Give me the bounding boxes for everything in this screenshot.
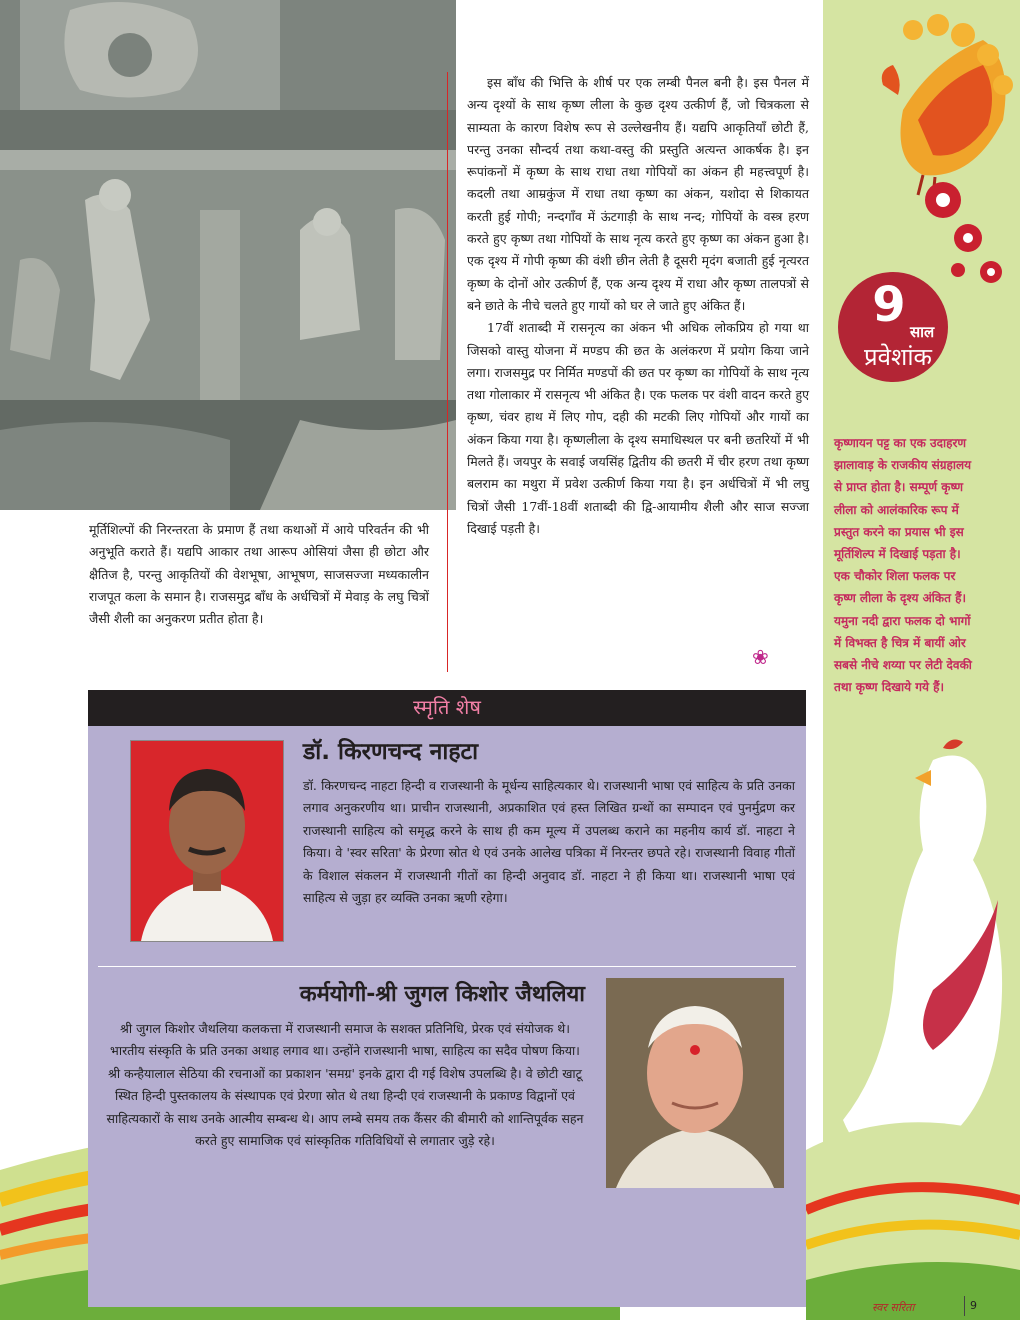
person1-bio-text: डॉ. किरणचन्द नाहटा हिन्दी व राजस्थानी के मूर्धन्य साहित्यकार थे। राजस्थानी भाषा एवं साहित्य के प्रति उनका लगाव अनुकरणीय था। प्राचीन राजस्थानी, अप्रकाशित एवं हस्त लिखित ग्रन्थों का सम्पादन एवं पुनर्मुद्रण कर राजस्थानी साहित्य को समृद्ध करने के साथ ही कम मूल्य में उपलब्ध कराने का महनीय कार्य डॉ. नाहटा ने किया। वे 'स्वर सरिता' के प्रेरणा स्रोत थे एवं उनके आलेख पत्रिका में निरन्तर छपते रहे। राजस्थानी विवाह गीतों के विशाल संकलन में राजस्थानी गीतों का हिन्दी अनुवाद डॉ. नाहटा ने ही किया था। राजस्थानी भाषा एवं साहित्य से जुड़ा हर व्यक्ति उनका ऋणी रहेगा।	[303, 778, 795, 906]
article-left-column	[89, 519, 429, 630]
peacock-illustration	[882, 14, 1013, 283]
footer-separator	[964, 1296, 965, 1316]
person2-bio-text: श्री जुगल किशोर जैथलिया कलकत्ता में राजस्थानी समाज के सशक्त प्रतिनिधि, प्रेरक एवं संयोजक थे। भारतीय संस्कृति के प्रति उनका अथाह लगाव था। उन्होंने राजस्थानी भाषा, साहित्य का सदैव पोषण किया। श्री कन्हैयालाल सेठिया की रचनाओं का प्रकाशन 'समग्र' इनके द्वारा दी गई विशेष उपलब्धि है। वे छोटी खाटू स्थित हिन्दी पुस्तकालय के संस्थापक एवं प्रेरणा स्रोत थे तथा हिन्दी एवं राजस्थानी के प्रकाण्ड विद्वानों एवं साहित्यकारों के साथ उनके आत्मीय सम्बन्ध थे। आप लम्बे समय तक कैंसर की बीमारी को शान्तिपूर्वक सहन करते हुए सामाजिक एवं सांस्कृतिक गतिविधियों से लगातार जुड़े रहे।	[106, 1021, 584, 1149]
column-rule	[447, 72, 448, 672]
person1-name: डॉ. किरणचन्द नाहटा	[303, 739, 479, 765]
badge-issue-label: प्रवेशांक	[864, 343, 932, 371]
footer-magazine-name: स्वर सरिता	[872, 1301, 915, 1314]
article-paragraph: इस बाँध की भित्ति के शीर्ष पर एक लम्बी पैनल बनी है। इस पैनल में अन्य दृश्यों के साथ कृष्ण लीला के कुछ दृश्य उत्कीर्ण हैं, जो चित्रकला से साम्यता के कारण विशेष रूप से उल्लेखनीय हैं। यद्यपि आकृतियाँ छोटी हैं, परन्तु उनका सौन्दर्य तथा कथा-वस्तु की प्रस्तुति अत्यन्त आकर्षक है। इन रूपांकनों में कृष्ण के साथ राधा तथा गोपियों का अंकन ही महत्त्वपूर्ण है। कदली तथा आम्रकुंज में राधा तथा कृष्ण का अंकन, यशोदा से शिकायत करती हुई गोपी; नन्दगाँव में ऊंटगाड़ी के साथ नन्द; गोपियों के वस्त्र हरण करते हुए कृष्ण तथा गोपियों के साथ नृत्य करते हुए कृष्ण का अंकन हुआ है। एक दृश्य में गोपी कृष्ण की वंशी छीन लेती है दूसरी मृदंग बजाती हुई नृत्यरत कृष्ण के दोनों ओर उत्कीर्ण हैं, एक अन्य दृश्य में राधा और कृष्ण तालपत्रों से बने छाते के नीचे चलते हुए गायों को घर ले जाते हुए अंकित हैं।	[467, 75, 809, 313]
footer-page-number: 9	[970, 1299, 977, 1312]
portrait-photo-2	[606, 978, 784, 1188]
sculpture-photo	[0, 0, 456, 510]
memorial-divider	[98, 966, 796, 967]
article-paragraph: मूर्तिशिल्पों की निरन्तरता के प्रमाण हैं तथा कथाओं में आये परिवर्तन की भी अनुभूति कराते हैं। यद्यपि आकार तथा आरूप ओसियां जैसा ही छोटा और क्षैतिज है, परन्तु आकृतियों की वेशभूषा, आभूषण, साजसज्जा मध्यकालीन राजपूत कला के समान है। राजसमुद्र बाँध के अर्धचित्रों में मेवाड़ के लघु चित्रों जैसी शैली का अनुकरण प्रतीत होता है।	[89, 522, 429, 627]
person2-name: कर्मयोगी-श्री जुगल किशोर जैथलिया	[299, 982, 585, 1007]
badge-number: 9	[872, 277, 906, 333]
person2-bio	[104, 1018, 586, 1152]
portrait-photo-1	[130, 740, 284, 942]
person1-bio	[303, 775, 795, 909]
article-paragraph: 17वीं शताब्दी में रासनृत्य का अंकन भी अधिक लोकप्रिय हो गया था जिसको वास्तु योजना में मण्डप की छत के अलंकरण में प्रयोग किया जाने लगा। राजसमुद्र पर निर्मित मण्डपों की छत पर कृष्ण का गोपियों के साथ नृत्य तथा गोलाकार में रासनृत्य भी अंकित है। एक फलक पर वंशी वादन करते हुए कृष्ण, चंवर हाथ में लिए गोप, दही की मटकी लिए गोपियों और गायों का अंकन किया गया है। कृष्णलीला के दृश्य समाधिस्थल पर बनी छतरियों में भी मिलते हैं। जयपुर के सवाई जयसिंह द्वितीय की छतरी में चीर हरण तथा कृष्ण बलराम का मथुरा में प्रवेश उत्कीर्ण किया गया है। इन अर्धचित्रों में भी लघु चित्रों जैसी 17वीं-18वीं शताब्दी की द्वि-आयामीय शैली और साज सज्जा दिखाई पड़ती है।	[467, 320, 809, 536]
memorial-section-title: स्मृति शेष	[413, 695, 481, 719]
badge-years-label: साल	[910, 323, 935, 341]
end-ornament: ❀	[752, 645, 769, 669]
photo-caption: कृष्णायन पट्ट का एक उदाहरण झालावाड़ के राजकीय संग्रहालय से प्राप्त होता है। सम्पूर्ण कृष्ण लीला को आलंकारिक रूप में प्रस्तुत करने का प्रयास भी इस मूर्तिशिल्प में दिखाई पड़ता है। एक चौकोर शिला फलक पर कृष्ण लीला के दृश्य अंकित हैं। यमुना नदी द्वारा फलक दो भागों में विभक्त है चित्र में बायीं ओर सबसे नीचे शय्या पर लेटी देवकी तथा कृष्ण दिखाये गये हैं।	[834, 436, 972, 695]
article-right-column	[467, 72, 809, 540]
